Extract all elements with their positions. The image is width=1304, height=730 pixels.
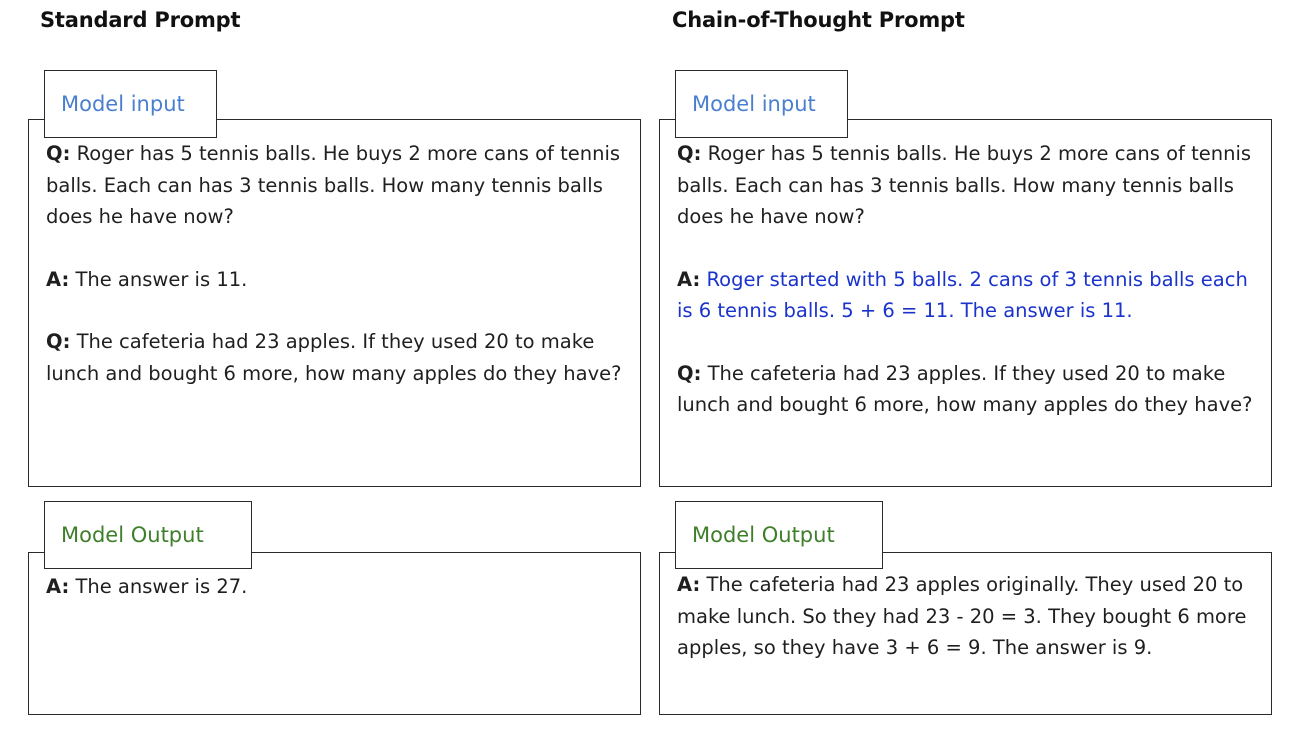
cot-output-answer <box>677 569 1262 664</box>
standard-output-answer <box>46 571 631 603</box>
standard-output-text <box>46 571 631 603</box>
cot-reasoning-text: Roger started with 5 balls. 2 cans of 3 tennis balls each is 6 tennis balls. 5 + 6 = 11. The answer is 11. <box>677 267 1248 322</box>
a-label: A: <box>677 267 701 291</box>
standard-output-answer-text: The answer is 27. <box>69 575 248 598</box>
standard-output-tab: Model Output <box>44 501 252 569</box>
a-label: A: <box>46 575 70 598</box>
standard-input-tab: Model input <box>44 70 217 138</box>
q-label: Q: <box>46 142 71 165</box>
cot-output-text <box>677 569 1262 664</box>
cot-input-text <box>677 138 1262 421</box>
cot-output-tab: Model Output <box>675 501 883 569</box>
standard-q2-text: The cafeteria had 23 apples. If they used 20 to make lunch and bought 6 more, how many apples do they have? <box>46 330 622 385</box>
cot-q2-text: The cafeteria had 23 apples. If they used 20 to make lunch and bought 6 more, how many apples do they have? <box>677 361 1253 416</box>
a-label: A: <box>46 267 70 291</box>
standard-q1-text: Roger has 5 tennis balls. He buys 2 more cans of tennis balls. Each can has 3 tennis balls. How many tennis balls does he have now? <box>46 142 621 228</box>
standard-input-text <box>46 138 631 389</box>
cot-input-tab: Model input <box>675 70 848 138</box>
q-label: Q: <box>677 142 702 165</box>
standard-prompt-title: Standard Prompt <box>40 8 241 32</box>
cot-q2 <box>677 358 1262 421</box>
standard-a1-text: The answer is 11. <box>69 267 248 291</box>
q-label: Q: <box>46 330 71 353</box>
cot-q1-text: Roger has 5 tennis balls. He buys 2 more cans of tennis balls. Each can has 3 tennis balls. How many tennis balls does he have now? <box>677 142 1252 228</box>
standard-a1 <box>46 264 631 296</box>
q-label: Q: <box>677 361 702 385</box>
a-label: A: <box>677 573 701 596</box>
cot-a1 <box>677 264 1262 327</box>
cot-q1 <box>677 138 1262 233</box>
standard-q1 <box>46 138 631 233</box>
standard-q2 <box>46 326 631 389</box>
cot-output-answer-text: The cafeteria had 23 apples originally. They used 20 to make lunch. So they had 23 - 20 = 3. They bought 6 more apples, so they have 3 + 6 = 9. The answer is 9. <box>677 573 1247 659</box>
cot-prompt-title: Chain-of-Thought Prompt <box>672 8 965 32</box>
